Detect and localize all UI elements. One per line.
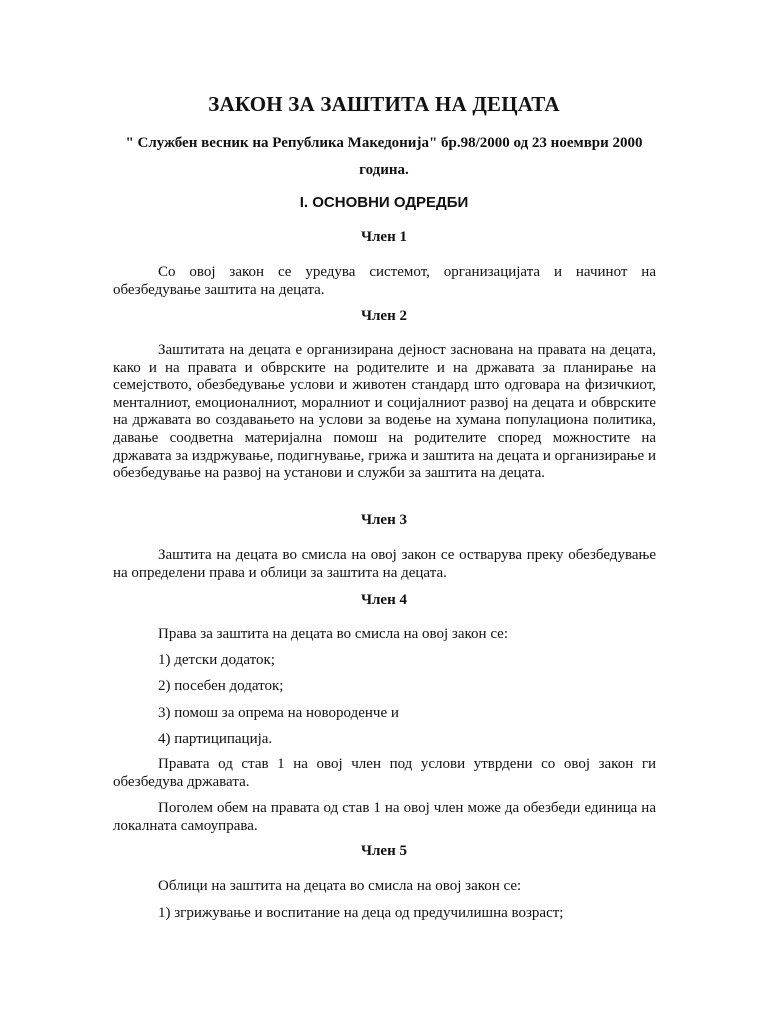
list-item: 1) детски додаток; [158, 652, 275, 668]
article-3-paragraph: Заштита на децата во смисла на овој закон се остварува преку обезбедување на определени права и облици за заштита на децата. [113, 547, 656, 581]
gazette-reference: " Службен весник на Република Македонија" бр.98/2000 од 23 ноември 2000 година. [125, 135, 643, 178]
article-3-heading: Член 3 [361, 512, 407, 528]
article-5-intro: Облици на заштита на децата во смисла на овој закон се: [158, 878, 522, 894]
article-4-heading: Член 4 [361, 592, 407, 608]
article-4-paragraph: Правата од став 1 на овој член под услови утврдени со овој закон ги обезбедува државата. [113, 756, 656, 790]
article-2-heading: Член 2 [361, 308, 407, 324]
list-item: 4) партиципација. [158, 731, 273, 747]
list-item: 2) посебен додаток; [158, 678, 284, 694]
article-5-heading: Член 5 [361, 843, 407, 859]
article-4-intro: Права за заштита на децата во смисла на овој закон се: [158, 626, 508, 642]
article-1-heading: Член 1 [361, 229, 407, 245]
article-2-paragraph: Заштитата на децата е организирана дејност заснована на правата на децата, како и на правата и обврските на родителите и на државата за планирање на семејството, обезбедување услови и животен стандард што одговара на физичкиот, менталниот, емоционалниот, моралниот и социјалниот развој на децата и обврските на државата во создавањето на услови за водење на хумана популациона политика, давање соодветна материјална помош на родителите според можностите на државата за издржување, подигнување, грижа и заштита на децата и организирање и обезбедување на развој на установи и служби за заштита на децата. [113, 342, 656, 482]
list-item: 1) згрижување и воспитание на деца од предучилишна возраст; [158, 905, 564, 921]
list-item: 3) помош за опрема на новороденче и [158, 705, 399, 721]
chapter-heading: I. ОСНОВНИ ОДРЕДБИ [299, 194, 469, 211]
article-1-paragraph: Со овој закон се уредува системот, организацијата и начинот на обезбедување заштита на децата. [113, 264, 656, 298]
article-4-paragraph: Поголем обем на правата од став 1 на овој член може да обезбеди единица на локалната самоуправа. [113, 800, 656, 834]
document-title: ЗАКОН ЗА ЗАШТИТА НА ДЕЦАТА [208, 92, 560, 116]
